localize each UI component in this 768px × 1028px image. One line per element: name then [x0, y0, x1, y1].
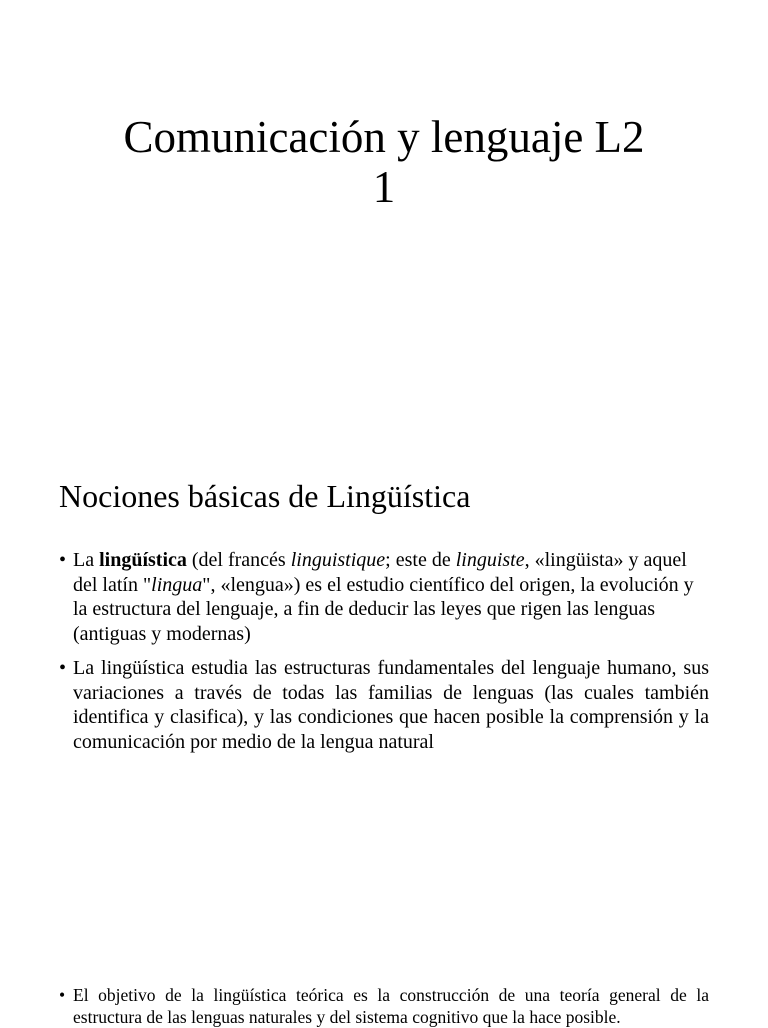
term-linguiste: linguiste — [455, 549, 525, 571]
bullet-dot: • — [59, 657, 67, 679]
bullet-dot: • — [59, 549, 67, 571]
bullet-item-objective — [59, 984, 709, 1028]
term-linguistica: lingüística — [99, 549, 187, 571]
slide-title-line-1: Comunicación y lenguaje L2 — [123, 112, 645, 162]
slide-title — [0, 112, 768, 212]
bullet-text: El objetivo de la lingüística teórica es la construcción de una teoría general de la estructura de las lenguas naturales y del sistema cognitivo que la hace posible. — [73, 985, 709, 1027]
bullet-text: La lingüística estudia las estructuras fundamentales del lenguaje humano, sus variaciones a través de todas las familias de lenguas (las cuales también identifica y clasifica), y las condiciones que hacen posible la comprensión y la comunicación por medio de la lengua natural — [73, 657, 709, 753]
bullet-item-scope — [59, 656, 709, 754]
bullet-list — [59, 548, 709, 764]
slide-title-line-2: 1 — [372, 162, 396, 212]
term-linguistique: linguistique — [290, 549, 386, 571]
bullet-text: La lingüística (del francés linguistique; este de linguiste, «lingüista» y aquel del latín "lingua", «lengua») es el estudio científico del origen, la evolución y la estructura del lenguaje, a fin de deducir las leyes que rigen las lenguas (antiguas y modernas) — [73, 549, 694, 645]
bullet-list-slide-3 — [59, 984, 709, 1028]
term-lingua: lingua — [151, 573, 203, 596]
section-heading: Nociones básicas de Lingüística — [59, 478, 471, 514]
bullet-item-definition — [59, 548, 709, 646]
bullet-dot: • — [59, 985, 66, 1005]
